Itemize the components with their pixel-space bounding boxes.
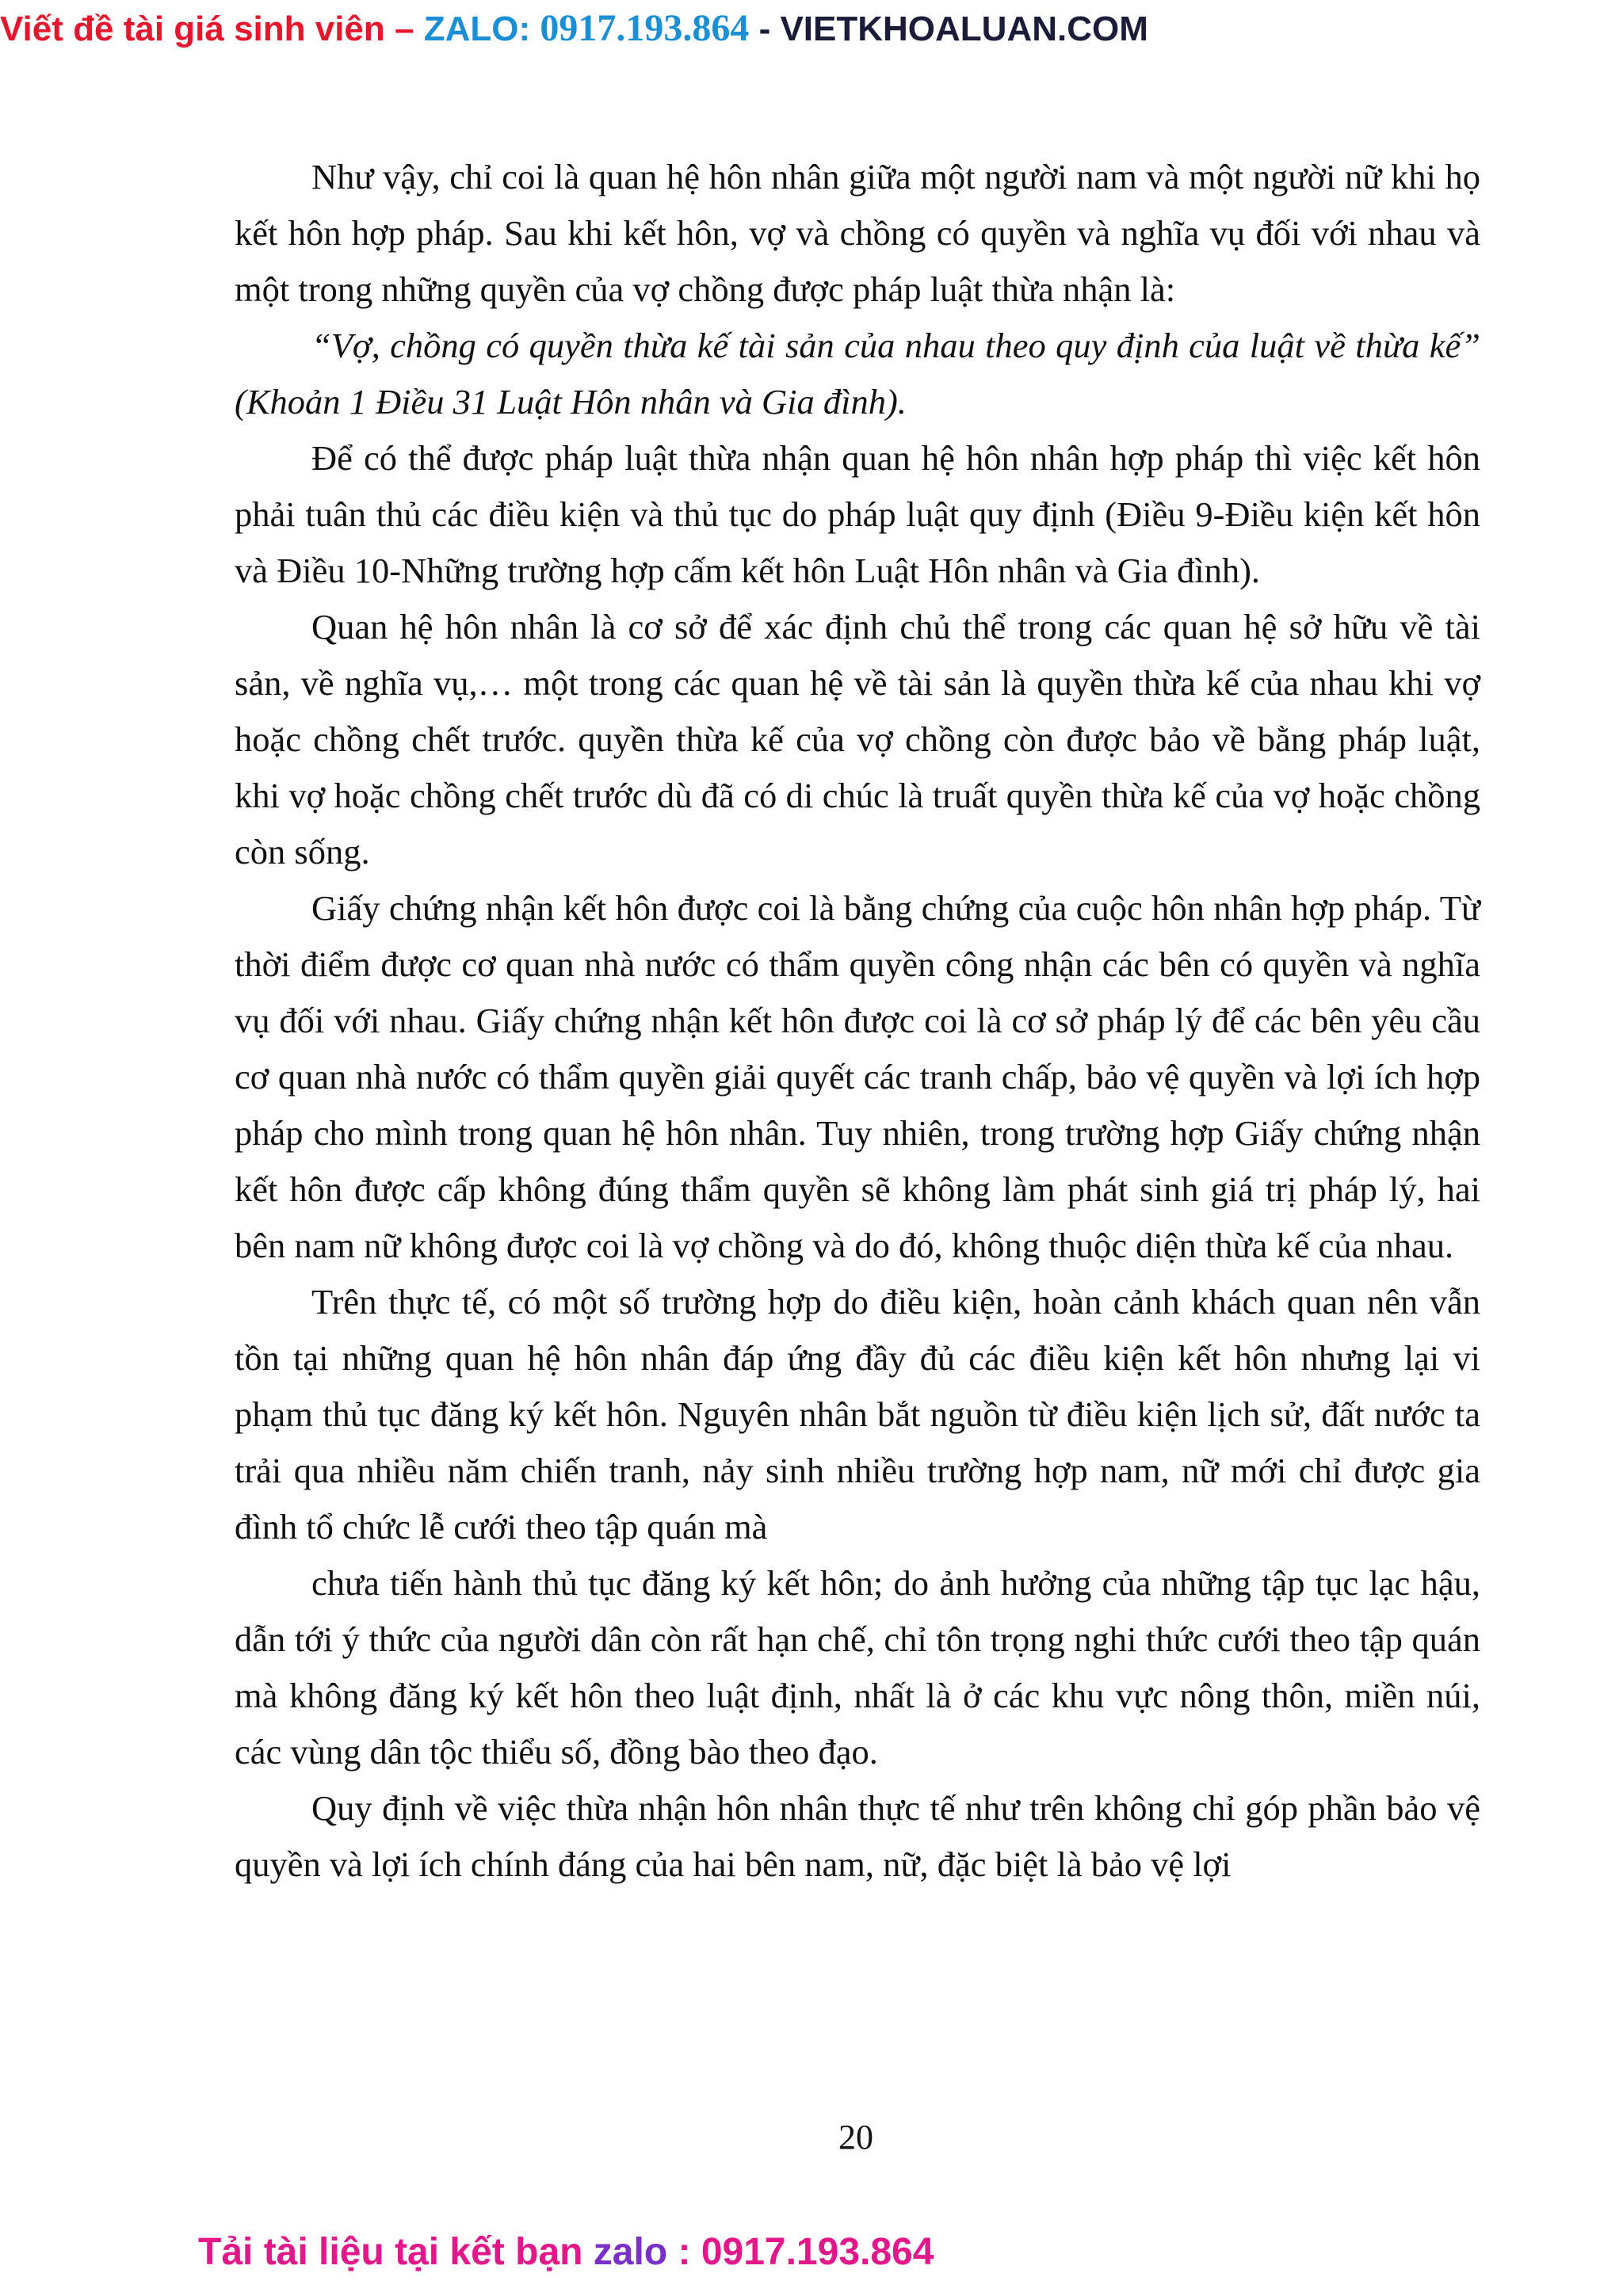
paragraph-5: Giấy chứng nhận kết hôn được coi là bằng chứng của cuộc hôn nhân hợp pháp. Từ thời điểm được cơ quan nhà nước có thẩm quyền công nhận các bên có quyền và nghĩa vụ đối với nhau. Giấy chứng nhận kết hôn được coi là cơ sở pháp lý để các bên yêu cầu cơ quan nhà nước có thẩm quyền giải quyết các tranh chấp, bảo vệ quyền và lợi ích hợp pháp cho mình trong quan hệ hôn nhân. Tuy nhiên, trong trường hợp Giấy chứng nhận kết hôn được cấp không đúng thẩm quyền sẽ không làm phát sinh giá trị pháp lý, hai bên nam nữ không được coi là vợ chồng và do đó, không thuộc diện thừa kế của nhau.: [235, 888, 1480, 1265]
paragraph-4: Quan hệ hôn nhân là cơ sở để xác định chủ thể trong các quan hệ sở hữu về tài sản, về nghĩa vụ,… một trong các quan hệ về tài sản là quyền thừa kế của nhau khi vợ hoặc chồng chết trước. quyền thừa kế của vợ chồng còn được bảo về bằng pháp luật, khi vợ hoặc chồng chết trước dù đã có di chúc là truất quyền thừa kế của vợ hoặc chồng còn sống.: [235, 607, 1480, 871]
paragraph-6: Trên thực tế, có một số trường hợp do điều kiện, hoàn cảnh khách quan nên vẫn tồn tại những quan hệ hôn nhân đáp ứng đầy đủ các điều kiện kết hôn nhưng lại vi phạm thủ tục đăng ký kết hôn. Nguyên nhân bắt nguồn từ điều kiện lịch sử, đất nước ta trải qua nhiều năm chiến tranh, nảy sinh nhiều trường hợp nam, nữ mới chỉ được gia đình tổ chức lễ cưới theo tập quán mà: [235, 1282, 1480, 1547]
header-service-text: Viết đề tài giá sinh viên –: [0, 10, 424, 48]
paragraph-1: Như vậy, chỉ coi là quan hệ hôn nhân giữa một người nam và một người nữ khi họ kết hôn hợp pháp. Sau khi kết hôn, vợ và chồng có quyền và nghĩa vụ đối với nhau và một trong những quyền của vợ chồng được pháp luật thừa nhận là:: [235, 157, 1480, 309]
page-number: 20: [838, 2118, 873, 2157]
header-phone-number: 0917.193.864: [540, 7, 750, 49]
header-website: - VIETKHOALUAN.COM: [749, 10, 1148, 48]
paragraph-3: Để có thể được pháp luật thừa nhận quan hệ hôn nhân hợp pháp thì việc kết hôn phải tuân thủ các điều kiện và thủ tục do pháp luật quy định (Điều 9-Điều kiện kết hôn và Điều 10-Những trường hợp cấm kết hôn Luật Hôn nhân và Gia đình).: [235, 438, 1480, 590]
header-zalo-label: ZALO:: [423, 10, 540, 48]
paragraph-8: Quy định về việc thừa nhận hôn nhân thực tế như trên không chỉ góp phần bảo vệ quyền và lợi ích chính đáng của hai bên nam, nữ, đặc biệt là bảo vệ lợi: [235, 1788, 1480, 1884]
watermark-header: [0, 3, 1623, 54]
footer-zalo-label: zalo: [593, 2231, 668, 2273]
document-body: [235, 149, 1480, 1893]
footer-phone-number: : 0917.193.864: [667, 2231, 934, 2273]
footer-download-text: Tải tài liệu tại kết bạn: [198, 2231, 594, 2273]
paragraph-7: chưa tiến hành thủ tục đăng ký kết hôn; do ảnh hưởng của những tập tục lạc hậu, dẫn tới ý thức của người dân còn rất hạn chế, chỉ tôn trọng nghi thức cưới theo tập quán mà không đăng ký kết hôn theo luật định, nhất là ở các khu vực nông thôn, miền núi, các vùng dân tộc thiểu số, đồng bào theo đạo.: [235, 1563, 1480, 1772]
watermark-footer: [198, 2225, 934, 2280]
quote-paragraph: “Vợ, chồng có quyền thừa kế tài sản của nhau theo quy định của luật về thừa kế” (Khoản 1 Điều 31 Luật Hôn nhân và Gia đình).: [235, 326, 1480, 421]
